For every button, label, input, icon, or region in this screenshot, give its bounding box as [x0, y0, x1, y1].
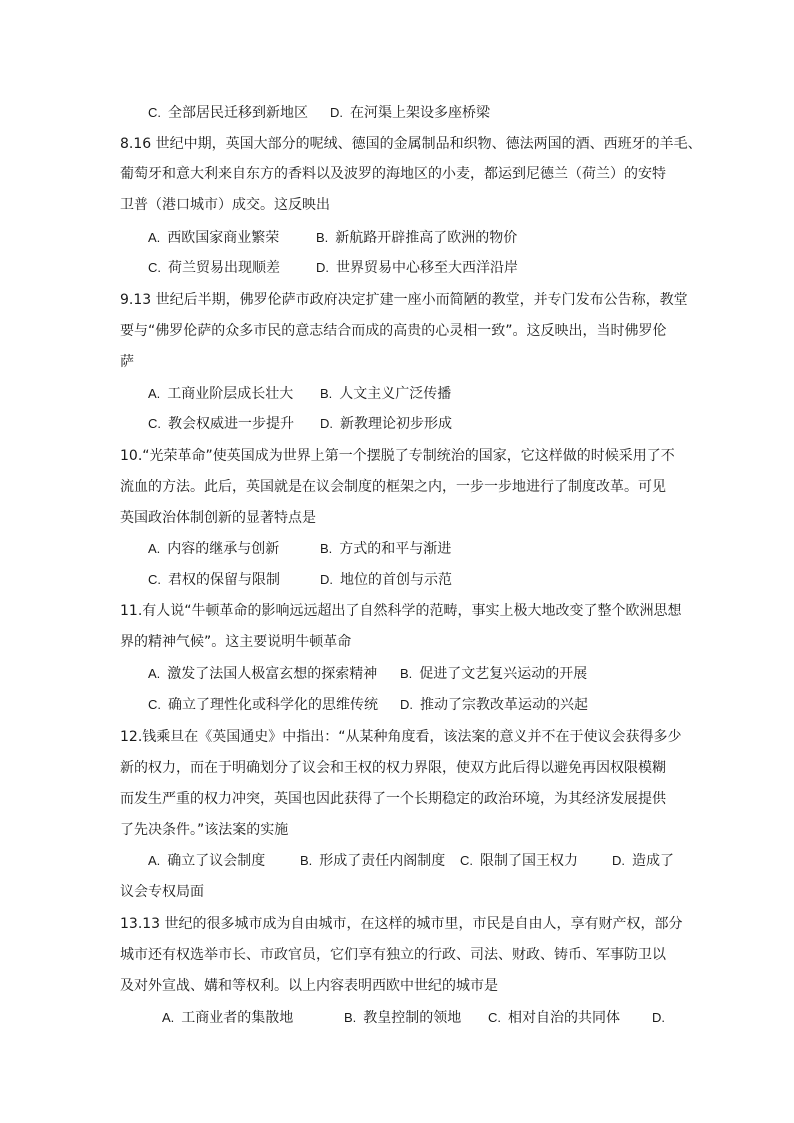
option-letter: D.: [316, 260, 329, 275]
option-text: 促进了文艺复兴运动的开展: [419, 666, 588, 682]
q12-stem-line: 而发生严重的权力冲突，英国也因此获得了一个长期稳定的政治环境，为其经济发展提供: [120, 791, 666, 807]
q9-option-d[interactable]: [320, 414, 452, 434]
q11-option-a[interactable]: [148, 664, 377, 684]
option-text: 教会权威进一步提升: [168, 416, 294, 432]
q10-option-a[interactable]: [148, 539, 279, 559]
q9-stem-line: 萨: [120, 354, 134, 370]
option-letter: B.: [400, 666, 413, 681]
option-letter: D.: [320, 416, 333, 431]
option-letter: A.: [148, 230, 161, 245]
option-text: 教皇控制的领地: [363, 1010, 462, 1026]
q8-option-d[interactable]: [316, 258, 518, 278]
option-letter: C.: [488, 1010, 501, 1025]
q12-stem-line: 12.钱乘旦在《英国通史》中指出：“从某种角度看，该法案的意义并不在于使议会获得多少: [120, 729, 682, 745]
q13-stem-line: 及对外宣战、媾和等权利。以上内容表明西欧中世纪的城市是: [120, 978, 498, 994]
q11-stem-line: 11.有人说“牛顿革命的影响远远超出了自然科学的范畴，事实上极大地改变了整个欧洲思想: [120, 603, 682, 619]
option-letter: B.: [344, 1010, 357, 1025]
option-text: 在河渠上架设多座桥梁: [350, 105, 490, 121]
q12-stem-line: 了先决条件。”该法案的实施: [120, 822, 289, 838]
option-letter: B.: [300, 853, 313, 868]
option-text: 激发了法国人极富玄想的探索精神: [167, 666, 378, 682]
q12-option-d-continued: 议会专权局面: [120, 884, 204, 900]
q10-stem-line: 流血的方法。此后，英国就是在议会制度的框架之内，一步一步地进行了制度改革。可见: [120, 479, 666, 495]
option-text: 全部居民迁移到新地区: [168, 105, 308, 121]
option-text: 君权的保留与限制: [168, 572, 280, 588]
option-letter: B.: [316, 230, 329, 245]
option-text: 荷兰贸易出现顺差: [168, 260, 280, 276]
option-text: 确立了理性化或科学化的思维传统: [168, 697, 378, 713]
option-text: 工商业者的集散地: [181, 1010, 294, 1026]
q10-stem-line: 10.“光荣革命”使英国成为世界上第一个摆脱了专制统治的国家，它这样做的时候采用了不: [120, 448, 675, 464]
option-text: 世界贸易中心移至大西洋沿岸: [336, 260, 518, 276]
q13-option-c[interactable]: [488, 1008, 620, 1028]
option-text: 工商业阶层成长壮大: [167, 386, 294, 402]
q12-option-d[interactable]: [612, 851, 674, 871]
q11-option-c[interactable]: [148, 695, 378, 715]
option-letter: B.: [320, 541, 333, 556]
option-text: 推动了宗教改革运动的兴起: [420, 697, 588, 713]
option-letter: D.: [612, 853, 625, 868]
q12-option-c[interactable]: [460, 851, 578, 871]
q8-option-a[interactable]: [148, 228, 279, 248]
option-letter: B.: [320, 386, 333, 401]
q13-option-a[interactable]: [162, 1008, 293, 1028]
q12-option-a[interactable]: [148, 851, 265, 871]
option-letter: C.: [148, 105, 161, 120]
option-text: 人文主义广泛传播: [339, 386, 452, 402]
q11-stem-line: 界的精神气候”。这主要说明牛顿革命: [120, 634, 352, 650]
q9-option-c[interactable]: [148, 414, 294, 434]
option-text: 新航路开辟推高了欧洲的物价: [335, 230, 518, 246]
q10-option-d[interactable]: [320, 570, 452, 590]
option-letter: A.: [148, 853, 161, 868]
option-letter: D.: [320, 572, 333, 587]
option-letter: D.: [330, 105, 343, 120]
option-letter: A.: [148, 541, 161, 556]
q11-option-d[interactable]: [400, 695, 588, 715]
option-text: 西欧国家商业繁荣: [167, 230, 280, 246]
option-text: 内容的继承与创新: [167, 541, 280, 557]
q9-option-b[interactable]: [320, 384, 451, 404]
q13-stem-line: 13.13 世纪的很多城市成为自由城市，在这样的城市里，市民是自由人，享有财产权，部分: [120, 916, 683, 932]
q9-stem-line: 9.13 世纪后半期，佛罗伦萨市政府决定扩建一座小而简陋的教堂，并专门发布公告称，教堂: [120, 292, 688, 308]
option-letter: C.: [148, 697, 161, 712]
option-text: 方式的和平与渐进: [339, 541, 452, 557]
q8-stem-line: 8.16 世纪中期，英国大部分的呢绒、德国的金属制品和织物、德法两国的酒、西班牙的羊毛、: [120, 136, 702, 152]
q10-stem-line: 英国政治体制创新的显著特点是: [120, 510, 316, 526]
q9-stem-line: 要与“佛罗伦萨的众多市民的意志结合而成的高贵的心灵相一致”。这反映出，当时佛罗伦: [120, 323, 667, 339]
q7-option-c[interactable]: [148, 103, 308, 123]
option-letter: C.: [148, 416, 161, 431]
option-text: 形成了责任内阁制度: [319, 853, 446, 869]
option-letter: C.: [148, 260, 161, 275]
option-text: 限制了国王权力: [480, 853, 578, 869]
q10-option-b[interactable]: [320, 539, 451, 559]
option-letter: A.: [162, 1010, 175, 1025]
option-text: 相对自治的共同体: [508, 1010, 620, 1026]
option-letter: D.: [400, 697, 413, 712]
option-text: 地位的首创与示范: [340, 572, 452, 588]
q13-option-d[interactable]: [652, 1008, 672, 1028]
option-letter: C.: [460, 853, 473, 868]
option-letter: C.: [148, 572, 161, 587]
q12-stem-line: 新的权力，而在于明确划分了议会和王权的权力界限，使双方此后得以避免再因权限模糊: [120, 760, 666, 776]
q11-option-b[interactable]: [400, 664, 587, 684]
q8-stem-line: 卫普（港口城市）成交。这反映出: [120, 197, 330, 213]
option-text: 新教理论初步形成: [340, 416, 452, 432]
q10-option-c[interactable]: [148, 570, 280, 590]
q13-stem-line: 城市还有权选举市长、市政官员，它们享有独立的行政、司法、财政、铸币、军事防卫以: [120, 947, 666, 963]
q8-option-c[interactable]: [148, 258, 280, 278]
option-letter: A.: [148, 666, 161, 681]
q8-option-b[interactable]: [316, 228, 517, 248]
q7-option-d[interactable]: [330, 103, 490, 123]
q8-stem-line: 葡萄牙和意大利来自东方的香料以及波罗的海地区的小麦，都运到尼德兰（荷兰）的安特: [120, 166, 666, 182]
option-letter: D.: [652, 1010, 665, 1025]
option-text: 造成了: [632, 853, 674, 869]
option-letter: A.: [148, 386, 161, 401]
q12-option-b[interactable]: [300, 851, 445, 871]
option-text: 确立了议会制度: [167, 853, 266, 869]
q13-option-b[interactable]: [344, 1008, 461, 1028]
q9-option-a[interactable]: [148, 384, 293, 404]
